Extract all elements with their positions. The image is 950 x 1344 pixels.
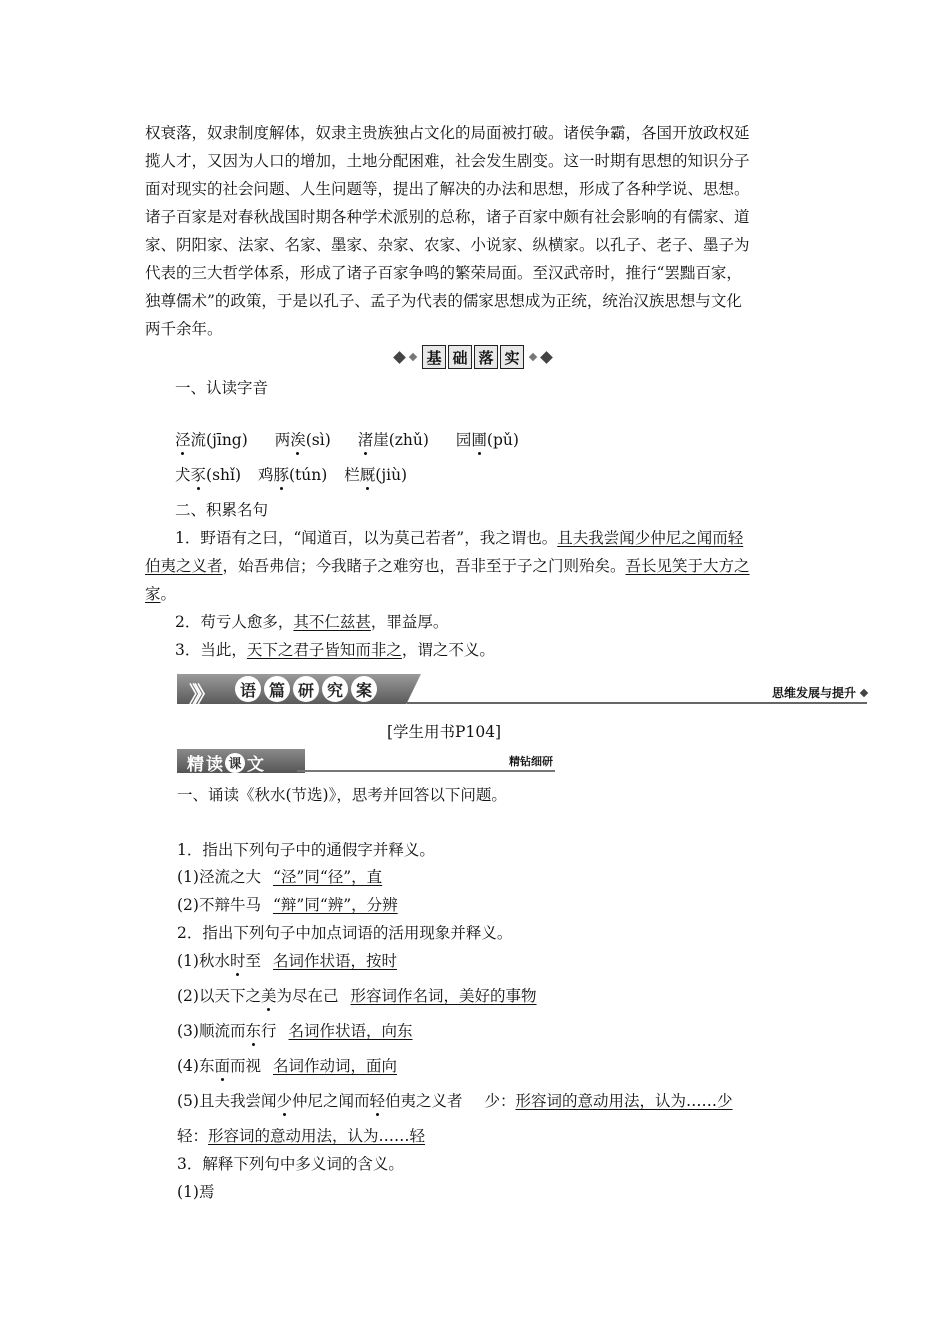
- pron-text: 园: [455, 431, 472, 449]
- question-1-title: 1．指出下列句子中的通假字并释义。: [177, 841, 435, 859]
- quote-text: 3．当此，: [175, 641, 247, 659]
- answer-text: 名词作动词，面向: [273, 1057, 398, 1075]
- pron-text: 栏: [344, 466, 360, 484]
- section-header-basics: [395, 343, 551, 371]
- quote-text: ，罪益厚。: [370, 613, 449, 631]
- quote-text: ，始吾弗信；今我睹子之难穷也，吾非至于子之门则殆矣。: [222, 557, 626, 575]
- answer-text: “辩”同“辨”，分辨: [272, 896, 398, 914]
- dotted-char: 时: [230, 949, 246, 971]
- pron-text: (tún): [289, 466, 328, 484]
- quote-1-line-1: [175, 526, 743, 548]
- pron-text: 两: [274, 431, 291, 449]
- pron-text: 流(jīng): [190, 431, 248, 449]
- dotted-char: 渚: [358, 428, 374, 450]
- pron-item: [456, 431, 519, 449]
- dotted-char: 豕: [191, 463, 207, 485]
- basics-title-char: 实: [500, 345, 524, 369]
- pron-item: [275, 431, 331, 449]
- intro-line-5: 家、阴阳家、法家、名家、墨家、杂家、农家、小说家、纵横家。以孔子、老子、墨子为: [145, 236, 750, 254]
- quote-text: 1．野语有之曰，“闻道百，以为莫己若者”，我之谓也。: [175, 529, 558, 547]
- banner-title-char: 研: [293, 676, 319, 702]
- answer-text: 形容词作名词，美好的事物: [350, 987, 537, 1005]
- question-text: (2)不辩牛马: [177, 896, 261, 914]
- quote-answer: 天下之君子皆知而非之: [246, 641, 402, 659]
- question-text: 行: [260, 1022, 277, 1040]
- pron-text: 犬: [175, 466, 191, 484]
- pron-item: [344, 466, 407, 484]
- quote-text: 。: [160, 585, 177, 603]
- book-reference: [学生用书P104]: [387, 723, 502, 741]
- question-2-item-3: [177, 1019, 413, 1041]
- question-3-title: 3．解释下列句中多义词的含义。: [177, 1155, 404, 1173]
- part-1-title: 一、诵读《秋水(节选)》，思考并回答以下问题。: [177, 786, 507, 804]
- question-2-item-2: [177, 984, 537, 1006]
- section-title-pronunciation: 一、认读字音: [175, 379, 269, 397]
- intro-line-4: 诸子百家是对春秋战国时期各种学术派别的总称，诸子百家中颇有社会影响的有儒家、道: [145, 208, 750, 226]
- section-title-quotes: 二、积累名句: [175, 501, 269, 519]
- quote-text: ，谓之不义。: [401, 641, 495, 659]
- banner-title-char: 究: [322, 676, 348, 702]
- question-2-item-5b: [177, 1124, 425, 1146]
- banner-rule: [407, 702, 867, 704]
- question-text: (2)以天下之: [177, 987, 261, 1005]
- close-reading-char: 文: [247, 755, 264, 775]
- pron-item: [258, 466, 327, 484]
- question-text: 而视: [229, 1057, 261, 1075]
- question-text: 伯夷之义者: [385, 1092, 463, 1110]
- pron-text: 鸡: [257, 466, 274, 484]
- dotted-char: 轻: [370, 1089, 386, 1111]
- section-bar-close-reading: [177, 749, 555, 773]
- quote-answer: 吾长见笑于大方之: [625, 557, 750, 575]
- question-1-item-1: [177, 865, 382, 887]
- pron-item: [175, 431, 248, 449]
- banner-title-char: 篇: [264, 676, 290, 702]
- quote-answer: 其不仁兹甚: [293, 613, 371, 631]
- question-1-item-2: [177, 893, 398, 915]
- banner-subtitle: [772, 684, 867, 701]
- section-banner-discourse: [177, 672, 867, 706]
- diamond-icon: [529, 353, 537, 361]
- basics-title-char: 基: [422, 345, 446, 369]
- intro-line-1: 权衰落，奴隶制度解体，奴隶主贵族独占文化的局面被打破。诸侯争霸，各国开放政权延: [145, 124, 750, 142]
- quote-3: [175, 638, 495, 660]
- quote-answer: 伯夷之义者: [145, 557, 223, 575]
- close-reading-rule: [297, 770, 555, 772]
- banner-title: [235, 676, 377, 702]
- question-text: 仲尼之闻而: [291, 1092, 370, 1110]
- pron-text: (pǔ): [486, 431, 519, 449]
- close-reading-char: 精: [187, 755, 204, 775]
- dotted-char: 美: [261, 984, 277, 1006]
- dotted-char: 面: [214, 1054, 230, 1076]
- question-text: (1)秋水: [177, 952, 230, 970]
- pron-item: [358, 431, 429, 449]
- question-2-title: 2．指出下列句子中加点词语的活用现象并释义。: [177, 924, 513, 942]
- basics-title-char: 落: [474, 345, 498, 369]
- banner-subtitle-text: 思维发展与提升: [771, 686, 856, 700]
- intro-line-6: 代表的三大哲学体系，形成了诸子百家争鸣的繁荣局面。至汉武帝时，推行“罢黜百家，: [145, 264, 742, 282]
- close-reading-title: [187, 750, 264, 775]
- intro-line-8: 两千余年。: [145, 320, 223, 338]
- intro-line-2: 揽人才，又因为人口的增加，土地分配困难，社会发生剧变。这一时期有思想的知识分子: [145, 152, 750, 170]
- chevron-right-icon: 》》: [189, 683, 211, 708]
- quote-answer: 且夫我尝闻少仲尼之闻而轻: [557, 529, 744, 547]
- pron-text: (shǐ): [206, 466, 242, 484]
- intro-line-3: 面对现实的社会问题、人生问题等，提出了解决的办法和思想，形成了各种学说、思想。: [145, 180, 750, 198]
- pron-text: 崖(zhǔ): [373, 431, 429, 449]
- dotted-char: 圃: [471, 428, 487, 450]
- quote-answer: 家: [145, 585, 161, 603]
- answer-label: 少：: [484, 1092, 516, 1110]
- dotted-char: 东: [245, 1019, 261, 1041]
- diamond-icon: [860, 688, 868, 696]
- question-text: (3)顺流而: [177, 1022, 246, 1040]
- pron-text: (jiù): [375, 466, 408, 484]
- question-2-item-5: [177, 1089, 733, 1111]
- close-reading-subtitle: 精钻细研: [509, 755, 553, 768]
- quote-1-line-3: [145, 582, 176, 604]
- dotted-char: 涘: [290, 428, 306, 450]
- answer-text: 名词作状语，向东: [288, 1022, 413, 1040]
- dotted-char: 豚: [273, 463, 289, 485]
- question-text: (4)东: [177, 1057, 215, 1075]
- answer-text: 形容词的意动用法，认为……轻: [208, 1127, 426, 1145]
- pronunciation-row-2: [175, 463, 407, 485]
- question-2-item-4: [177, 1054, 397, 1076]
- diamond-icon: [409, 353, 417, 361]
- dotted-char: 泾: [175, 428, 191, 450]
- question-2-item-1: [177, 949, 397, 971]
- question-text: (5)且夫我尝闻: [177, 1092, 277, 1110]
- quote-1-line-2: [145, 554, 750, 576]
- diamond-icon: [540, 351, 553, 364]
- pron-item: [175, 466, 241, 484]
- quote-text: 2．苟亏人愈多，: [175, 613, 294, 631]
- diamond-icon: [393, 351, 406, 364]
- basics-title-char: 础: [448, 345, 472, 369]
- banner-title-char: 语: [235, 676, 261, 702]
- dotted-char: 厩: [360, 463, 376, 485]
- basics-title: [422, 345, 524, 369]
- quote-2: [175, 610, 448, 632]
- answer-text: “泾”同“径”，直: [272, 868, 383, 886]
- question-3-item-1: (1)焉: [177, 1183, 215, 1201]
- pronunciation-row-1: [175, 428, 519, 450]
- answer-text: 名词作状语，按时: [273, 952, 398, 970]
- question-text: (1)泾流之大: [177, 868, 261, 886]
- close-reading-circle-char: 课: [225, 753, 245, 773]
- banner-title-char: 案: [351, 676, 377, 702]
- pron-text: (sì): [305, 431, 331, 449]
- dotted-char: 少: [276, 1089, 292, 1111]
- close-reading-char: 读: [206, 755, 223, 775]
- intro-line-7: 独尊儒术”的政策，于是以孔子、孟子为代表的儒家思想成为正统，统治汉族思想与文化: [145, 292, 742, 310]
- question-text: 为尽在己: [276, 987, 339, 1005]
- answer-label: 轻：: [177, 1127, 209, 1145]
- question-text: 至: [245, 952, 261, 970]
- answer-text: 形容词的意动用法，认为……少: [515, 1092, 733, 1110]
